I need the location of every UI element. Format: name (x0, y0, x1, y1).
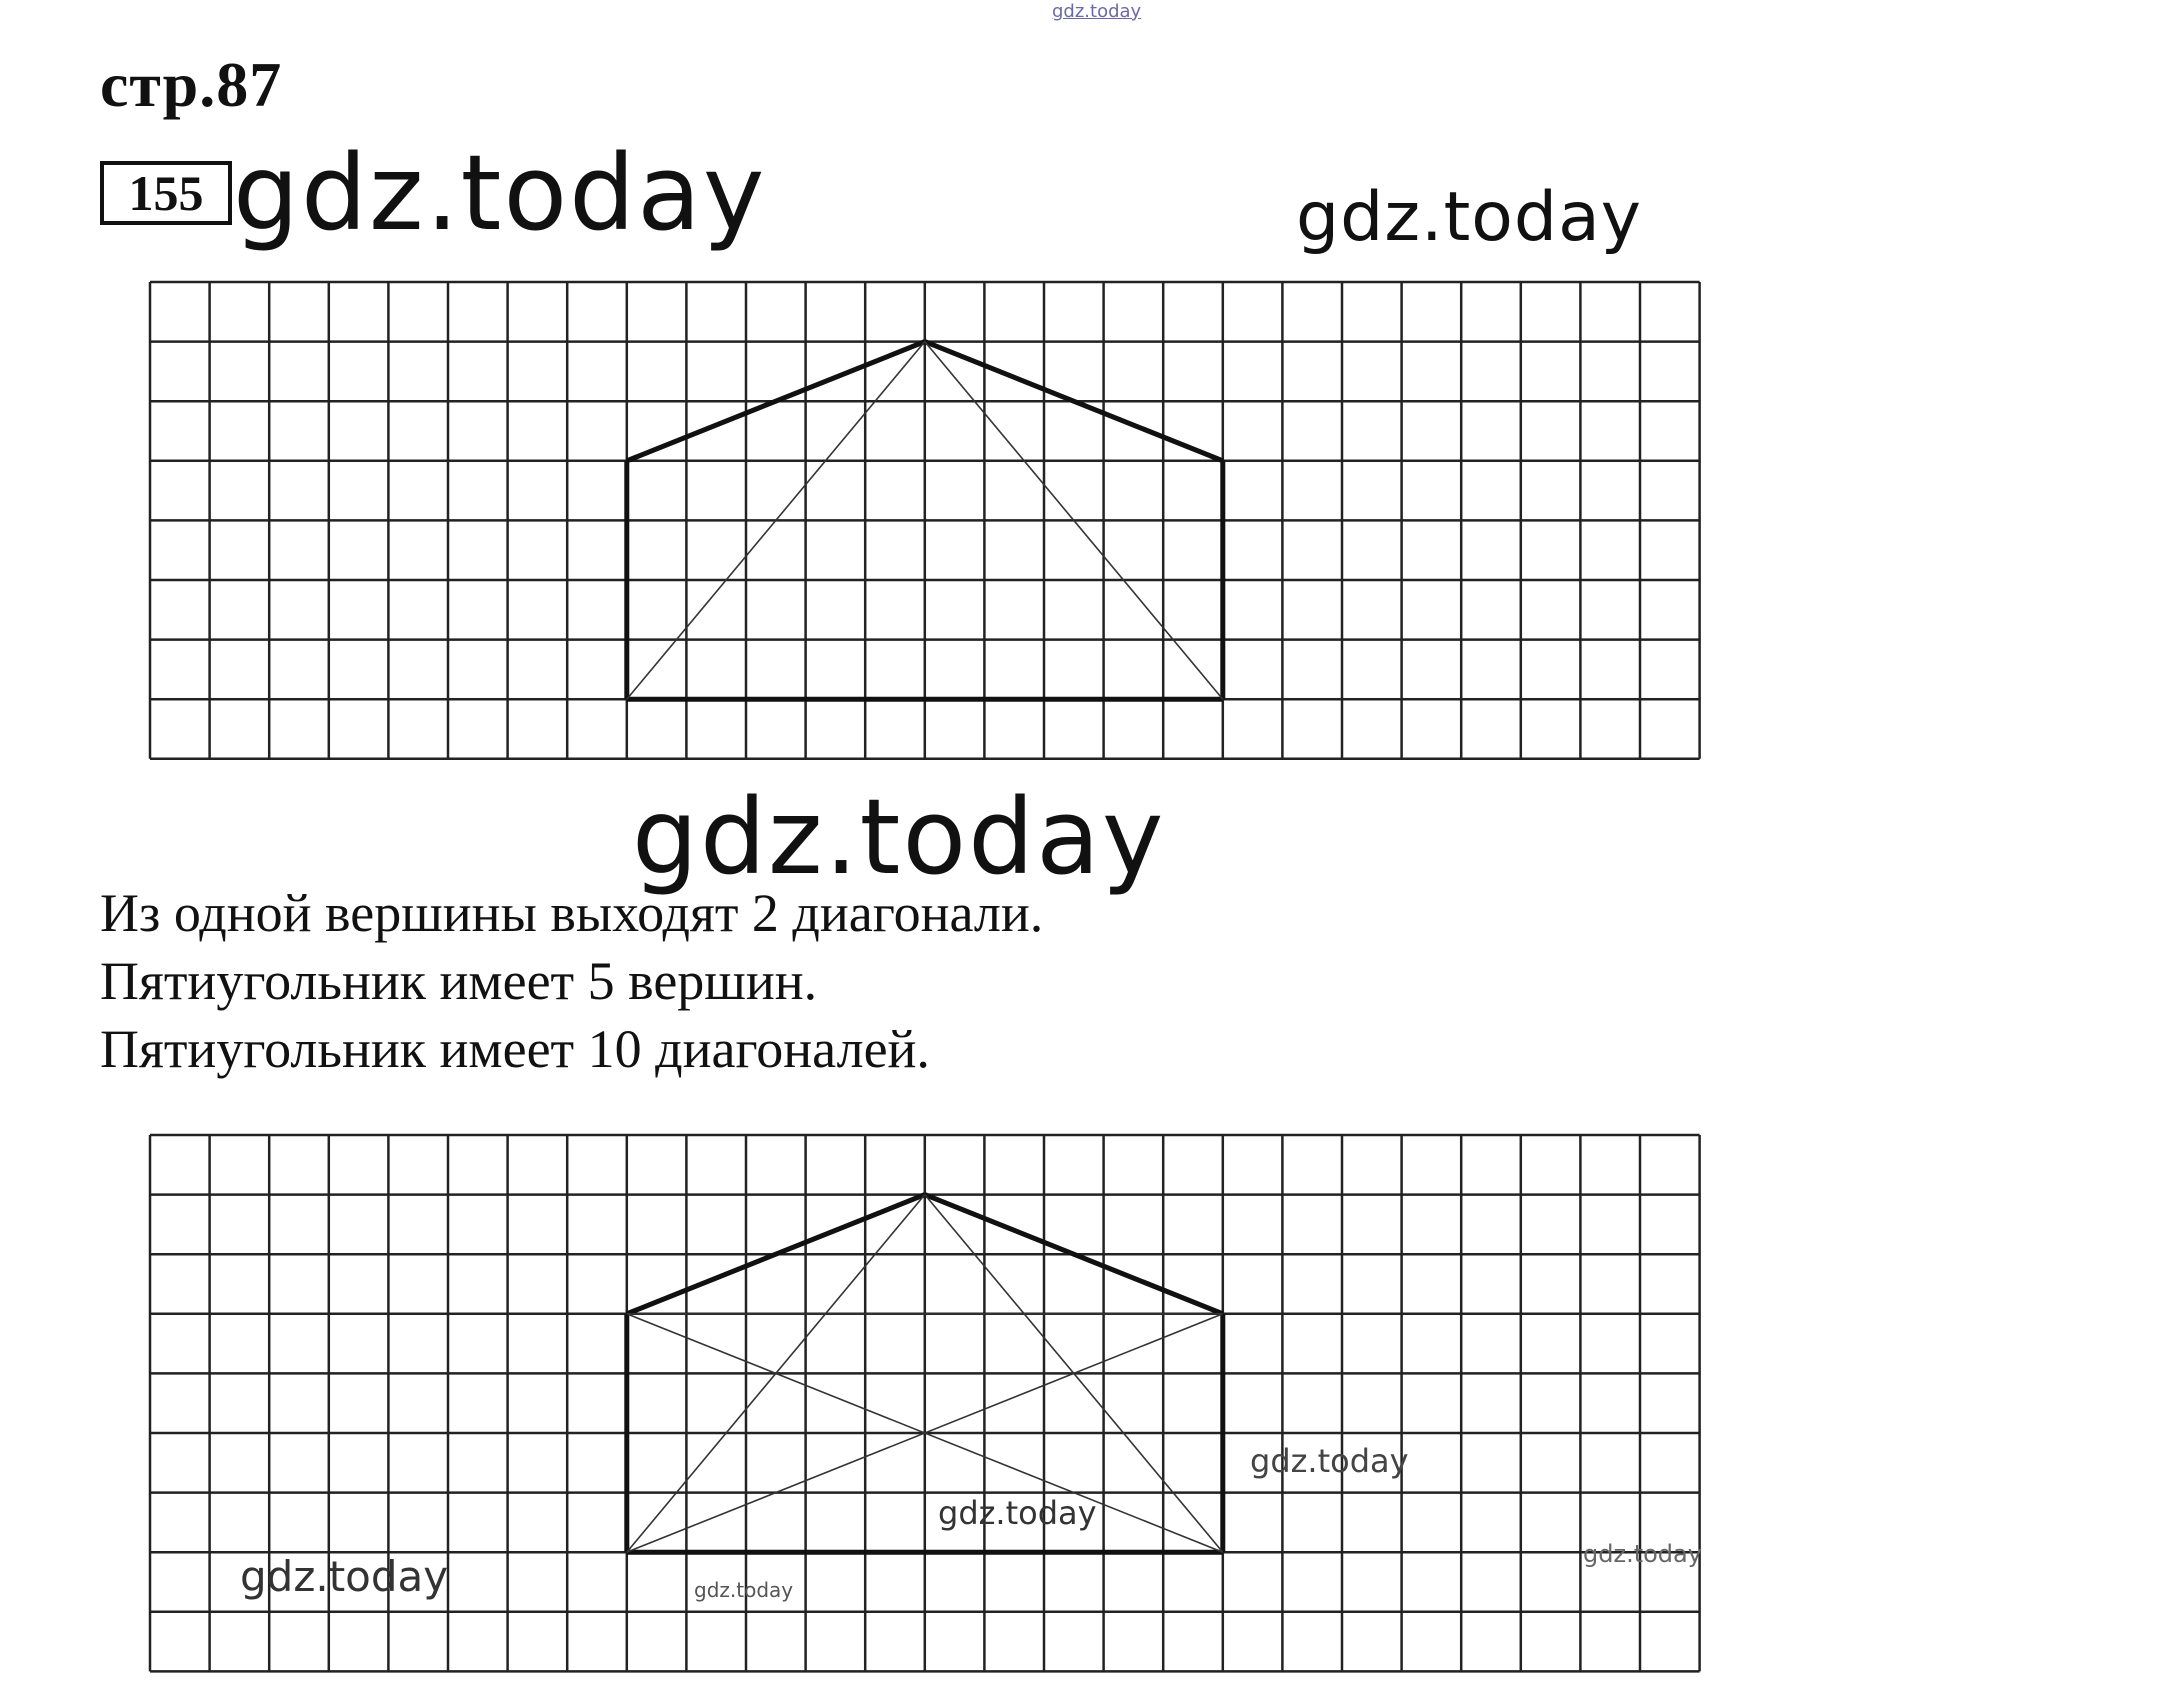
page-reference: стр.87 (100, 49, 283, 120)
answer-line-3: Пятиугольник имеет 10 диагоналей. (100, 1019, 930, 1079)
answer-line-2: Пятиугольник имеет 5 вершин. (100, 951, 818, 1011)
watermark-large: gdz.today (233, 132, 767, 254)
watermark-small-center: gdz.today (938, 1494, 1097, 1532)
grid-top (150, 282, 1700, 759)
watermark-small-right: gdz.today (1250, 1442, 1409, 1480)
watermark-top: gdz.today (1052, 1, 1142, 22)
watermark-tiny: gdz.today (694, 1578, 794, 1602)
watermark-small-left: gdz.today (240, 1552, 449, 1601)
task-number-box: 155 (100, 161, 232, 225)
answer-line-1: Из одной вершины выходят 2 диагонали. (100, 883, 1044, 943)
watermark-large-center: gdz.today (632, 776, 1166, 898)
watermark-edge: gdz.today (1583, 1540, 1702, 1568)
watermark-medium: gdz.today (1296, 178, 1642, 257)
